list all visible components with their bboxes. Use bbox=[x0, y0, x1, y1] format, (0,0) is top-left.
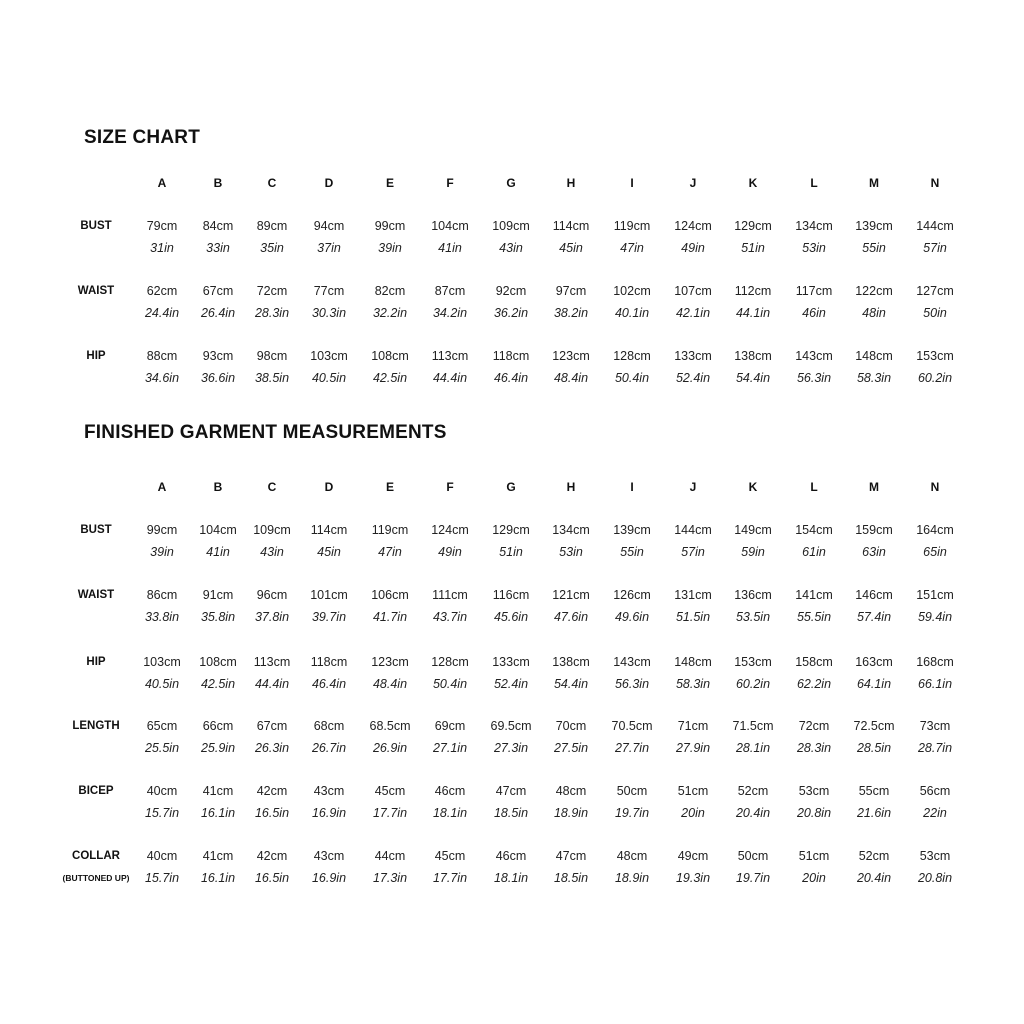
cell-cm: 103cm bbox=[310, 349, 348, 363]
cell-in: 22in bbox=[923, 806, 947, 820]
size-header-k: K bbox=[748, 176, 758, 190]
cell-in: 39in bbox=[378, 241, 402, 255]
cell-in: 16.1in bbox=[200, 871, 236, 885]
cell-in: 45.6in bbox=[493, 610, 529, 624]
cell-in: 18.1in bbox=[493, 871, 529, 885]
cell-cm: 55cm bbox=[858, 784, 890, 798]
cell-cm: 118cm bbox=[492, 349, 530, 363]
cell-in: 42.5in bbox=[200, 677, 236, 691]
size-header-h: H bbox=[566, 176, 576, 190]
cell-cm: 77cm bbox=[313, 284, 345, 298]
cell-cm: 52cm bbox=[737, 784, 769, 798]
size-header-l: L bbox=[810, 176, 818, 190]
size-header-m: M bbox=[869, 480, 879, 494]
cell-cm: 97cm bbox=[555, 284, 587, 298]
cell-cm: 56cm bbox=[919, 784, 951, 798]
cell-in: 26.7in bbox=[311, 741, 347, 755]
cell-in: 40.5in bbox=[144, 677, 180, 691]
cell-in: 51in bbox=[499, 545, 523, 559]
cell-cm: 69.5cm bbox=[490, 719, 532, 733]
cell-cm: 70.5cm bbox=[611, 719, 653, 733]
cell-cm: 67cm bbox=[202, 284, 234, 298]
cell-in: 64.1in bbox=[856, 677, 892, 691]
finished-garment-row-label: COLLAR bbox=[72, 850, 120, 862]
cell-in: 17.7in bbox=[432, 871, 468, 885]
cell-cm: 49cm bbox=[677, 849, 709, 863]
cell-cm: 41cm bbox=[202, 849, 234, 863]
cell-cm: 87cm bbox=[434, 284, 466, 298]
size-header-l: L bbox=[810, 480, 818, 494]
cell-in: 17.3in bbox=[372, 871, 408, 885]
cell-cm: 134cm bbox=[552, 523, 590, 537]
cell-in: 35.8in bbox=[200, 610, 236, 624]
cell-in: 26.9in bbox=[372, 741, 408, 755]
cell-cm: 108cm bbox=[371, 349, 409, 363]
cell-in: 35in bbox=[260, 241, 284, 255]
cell-in: 20in bbox=[802, 871, 826, 885]
cell-in: 16.9in bbox=[311, 806, 347, 820]
cell-in: 49in bbox=[438, 545, 462, 559]
cell-cm: 113cm bbox=[253, 655, 291, 669]
cell-in: 47in bbox=[378, 545, 402, 559]
cell-cm: 134cm bbox=[795, 219, 833, 233]
size-chart-row-label: HIP bbox=[86, 350, 106, 362]
cell-cm: 144cm bbox=[916, 219, 954, 233]
cell-in: 41.7in bbox=[372, 610, 408, 624]
cell-in: 24.4in bbox=[144, 306, 180, 320]
cell-in: 57in bbox=[923, 241, 947, 255]
cell-cm: 91cm bbox=[202, 588, 234, 602]
cell-cm: 159cm bbox=[855, 523, 893, 537]
cell-in: 27.9in bbox=[675, 741, 711, 755]
size-header-b: B bbox=[213, 176, 223, 190]
cell-cm: 41cm bbox=[202, 784, 234, 798]
cell-cm: 104cm bbox=[199, 523, 237, 537]
size-header-h: H bbox=[566, 480, 576, 494]
cell-in: 49in bbox=[681, 241, 705, 255]
cell-in: 18.9in bbox=[553, 806, 589, 820]
cell-in: 30.3in bbox=[311, 306, 347, 320]
cell-cm: 93cm bbox=[202, 349, 234, 363]
cell-in: 55in bbox=[862, 241, 886, 255]
cell-in: 57.4in bbox=[856, 610, 892, 624]
cell-in: 53in bbox=[559, 545, 583, 559]
cell-in: 33.8in bbox=[144, 610, 180, 624]
cell-in: 60.2in bbox=[735, 677, 771, 691]
cell-in: 27.7in bbox=[614, 741, 650, 755]
finished-garment-row-label: HIP bbox=[86, 656, 106, 668]
cell-in: 66.1in bbox=[917, 677, 953, 691]
cell-cm: 131cm bbox=[674, 588, 712, 602]
cell-cm: 128cm bbox=[431, 655, 469, 669]
cell-in: 28.3in bbox=[254, 306, 290, 320]
cell-cm: 88cm bbox=[146, 349, 178, 363]
cell-cm: 109cm bbox=[492, 219, 530, 233]
cell-cm: 119cm bbox=[613, 219, 651, 233]
cell-in: 28.1in bbox=[735, 741, 771, 755]
cell-in: 51.5in bbox=[675, 610, 711, 624]
cell-in: 15.7in bbox=[144, 871, 180, 885]
size-header-a: A bbox=[157, 480, 167, 494]
size-chart-title: SIZE CHART bbox=[84, 127, 200, 148]
size-header-n: N bbox=[930, 480, 940, 494]
cell-in: 45in bbox=[317, 545, 341, 559]
cell-in: 16.9in bbox=[311, 871, 347, 885]
cell-cm: 151cm bbox=[916, 588, 954, 602]
cell-in: 40.5in bbox=[311, 371, 347, 385]
cell-in: 20.8in bbox=[917, 871, 953, 885]
cell-cm: 129cm bbox=[492, 523, 530, 537]
cell-cm: 109cm bbox=[253, 523, 291, 537]
cell-cm: 73cm bbox=[919, 719, 951, 733]
cell-cm: 47cm bbox=[555, 849, 587, 863]
size-header-d: D bbox=[324, 176, 334, 190]
size-chart-row-label: BUST bbox=[80, 220, 112, 232]
cell-in: 53in bbox=[802, 241, 826, 255]
cell-in: 41in bbox=[206, 545, 230, 559]
cell-in: 27.3in bbox=[493, 741, 529, 755]
cell-cm: 112cm bbox=[734, 284, 772, 298]
cell-cm: 113cm bbox=[431, 349, 469, 363]
cell-in: 28.5in bbox=[856, 741, 892, 755]
cell-cm: 72cm bbox=[798, 719, 830, 733]
cell-in: 63in bbox=[862, 545, 886, 559]
cell-cm: 84cm bbox=[202, 219, 234, 233]
cell-cm: 62cm bbox=[146, 284, 178, 298]
cell-cm: 124cm bbox=[431, 523, 469, 537]
cell-in: 42.1in bbox=[675, 306, 711, 320]
cell-cm: 143cm bbox=[795, 349, 833, 363]
size-header-c: C bbox=[267, 176, 277, 190]
cell-cm: 40cm bbox=[146, 849, 178, 863]
cell-in: 37.8in bbox=[254, 610, 290, 624]
cell-in: 46.4in bbox=[493, 371, 529, 385]
cell-cm: 164cm bbox=[916, 523, 954, 537]
finished-garment-row-sublabel: (BUTTONED UP) bbox=[62, 873, 130, 883]
cell-cm: 108cm bbox=[199, 655, 237, 669]
cell-cm: 43cm bbox=[313, 784, 345, 798]
size-header-i: I bbox=[630, 480, 634, 494]
cell-in: 57in bbox=[681, 545, 705, 559]
cell-cm: 114cm bbox=[552, 219, 590, 233]
cell-cm: 66cm bbox=[202, 719, 234, 733]
cell-cm: 148cm bbox=[674, 655, 712, 669]
cell-in: 16.5in bbox=[254, 806, 290, 820]
size-header-m: M bbox=[869, 176, 879, 190]
cell-in: 26.4in bbox=[200, 306, 236, 320]
cell-cm: 99cm bbox=[374, 219, 406, 233]
cell-in: 26.3in bbox=[254, 741, 290, 755]
cell-in: 44.4in bbox=[254, 677, 290, 691]
cell-in: 19.3in bbox=[675, 871, 711, 885]
cell-in: 36.6in bbox=[200, 371, 236, 385]
cell-cm: 68.5cm bbox=[369, 719, 411, 733]
size-header-j: J bbox=[689, 480, 697, 494]
cell-cm: 72cm bbox=[256, 284, 288, 298]
size-header-n: N bbox=[930, 176, 940, 190]
cell-cm: 53cm bbox=[798, 784, 830, 798]
finished-garment-row-label: BICEP bbox=[78, 785, 114, 797]
cell-in: 32.2in bbox=[372, 306, 408, 320]
cell-in: 55in bbox=[620, 545, 644, 559]
cell-cm: 92cm bbox=[495, 284, 527, 298]
cell-cm: 40cm bbox=[146, 784, 178, 798]
finished-garment-row-label: WAIST bbox=[77, 589, 115, 601]
cell-in: 15.7in bbox=[144, 806, 180, 820]
cell-in: 39.7in bbox=[311, 610, 347, 624]
cell-in: 55.5in bbox=[796, 610, 832, 624]
cell-in: 42.5in bbox=[372, 371, 408, 385]
cell-in: 27.1in bbox=[432, 741, 468, 755]
cell-cm: 111cm bbox=[432, 588, 468, 602]
cell-cm: 43cm bbox=[313, 849, 345, 863]
cell-in: 21.6in bbox=[856, 806, 892, 820]
cell-cm: 45cm bbox=[434, 849, 466, 863]
cell-in: 59in bbox=[741, 545, 765, 559]
cell-in: 48.4in bbox=[553, 371, 589, 385]
cell-cm: 45cm bbox=[374, 784, 406, 798]
size-header-j: J bbox=[689, 176, 697, 190]
size-header-b: B bbox=[213, 480, 223, 494]
cell-in: 17.7in bbox=[372, 806, 408, 820]
cell-cm: 148cm bbox=[855, 349, 893, 363]
cell-cm: 42cm bbox=[256, 784, 288, 798]
cell-in: 28.3in bbox=[796, 741, 832, 755]
cell-in: 31in bbox=[150, 241, 174, 255]
cell-in: 50.4in bbox=[432, 677, 468, 691]
finished-garment-row-label: BUST bbox=[80, 524, 112, 536]
cell-in: 28.7in bbox=[917, 741, 953, 755]
cell-cm: 86cm bbox=[146, 588, 178, 602]
size-header-a: A bbox=[157, 176, 167, 190]
size-header-f: F bbox=[446, 176, 454, 190]
cell-in: 34.6in bbox=[144, 371, 180, 385]
cell-in: 16.1in bbox=[200, 806, 236, 820]
cell-cm: 154cm bbox=[795, 523, 833, 537]
cell-cm: 50cm bbox=[616, 784, 648, 798]
cell-cm: 126cm bbox=[613, 588, 651, 602]
cell-cm: 163cm bbox=[855, 655, 893, 669]
cell-cm: 123cm bbox=[552, 349, 590, 363]
cell-cm: 47cm bbox=[495, 784, 527, 798]
cell-cm: 89cm bbox=[256, 219, 288, 233]
cell-in: 20in bbox=[681, 806, 705, 820]
size-header-k: K bbox=[748, 480, 758, 494]
cell-in: 40.1in bbox=[614, 306, 650, 320]
cell-in: 18.5in bbox=[493, 806, 529, 820]
size-chart-row-label: WAIST bbox=[77, 285, 115, 297]
cell-in: 58.3in bbox=[856, 371, 892, 385]
cell-cm: 52cm bbox=[858, 849, 890, 863]
cell-in: 50.4in bbox=[614, 371, 650, 385]
cell-cm: 114cm bbox=[310, 523, 348, 537]
cell-in: 34.2in bbox=[432, 306, 468, 320]
cell-cm: 72.5cm bbox=[853, 719, 895, 733]
cell-cm: 133cm bbox=[674, 349, 712, 363]
cell-in: 43in bbox=[260, 545, 284, 559]
cell-cm: 149cm bbox=[734, 523, 772, 537]
cell-cm: 104cm bbox=[431, 219, 469, 233]
cell-in: 38.5in bbox=[254, 371, 290, 385]
cell-cm: 158cm bbox=[795, 655, 833, 669]
cell-cm: 96cm bbox=[256, 588, 288, 602]
cell-in: 20.4in bbox=[856, 871, 892, 885]
cell-in: 46.4in bbox=[311, 677, 347, 691]
cell-in: 19.7in bbox=[614, 806, 650, 820]
cell-in: 20.8in bbox=[796, 806, 832, 820]
cell-in: 50in bbox=[923, 306, 947, 320]
cell-in: 25.9in bbox=[200, 741, 236, 755]
cell-in: 62.2in bbox=[796, 677, 832, 691]
cell-cm: 138cm bbox=[734, 349, 772, 363]
finished-garment-row-label: LENGTH bbox=[72, 720, 120, 732]
cell-in: 47in bbox=[620, 241, 644, 255]
cell-cm: 119cm bbox=[371, 523, 409, 537]
cell-in: 19.7in bbox=[735, 871, 771, 885]
size-header-c: C bbox=[267, 480, 277, 494]
cell-in: 48.4in bbox=[372, 677, 408, 691]
cell-in: 56.3in bbox=[614, 677, 650, 691]
cell-in: 48in bbox=[862, 306, 886, 320]
cell-cm: 117cm bbox=[795, 284, 833, 298]
cell-cm: 67cm bbox=[256, 719, 288, 733]
cell-in: 33in bbox=[206, 241, 230, 255]
size-header-g: G bbox=[506, 176, 516, 190]
cell-cm: 116cm bbox=[492, 588, 530, 602]
size-header-d: D bbox=[324, 480, 334, 494]
cell-in: 56.3in bbox=[796, 371, 832, 385]
cell-cm: 42cm bbox=[256, 849, 288, 863]
cell-cm: 99cm bbox=[146, 523, 178, 537]
cell-cm: 102cm bbox=[613, 284, 651, 298]
cell-cm: 51cm bbox=[798, 849, 830, 863]
cell-in: 37in bbox=[317, 241, 341, 255]
cell-cm: 139cm bbox=[613, 523, 651, 537]
cell-in: 44.1in bbox=[735, 306, 771, 320]
cell-cm: 168cm bbox=[916, 655, 954, 669]
cell-cm: 143cm bbox=[613, 655, 651, 669]
cell-in: 18.1in bbox=[432, 806, 468, 820]
cell-in: 20.4in bbox=[735, 806, 771, 820]
cell-in: 18.5in bbox=[553, 871, 589, 885]
cell-cm: 82cm bbox=[374, 284, 406, 298]
cell-in: 54.4in bbox=[553, 677, 589, 691]
cell-in: 41in bbox=[438, 241, 462, 255]
cell-cm: 107cm bbox=[674, 284, 712, 298]
cell-cm: 146cm bbox=[855, 588, 893, 602]
cell-cm: 44cm bbox=[374, 849, 406, 863]
cell-cm: 48cm bbox=[555, 784, 587, 798]
cell-cm: 53cm bbox=[919, 849, 951, 863]
cell-cm: 68cm bbox=[313, 719, 345, 733]
cell-cm: 70cm bbox=[555, 719, 587, 733]
size-header-i: I bbox=[630, 176, 634, 190]
cell-cm: 153cm bbox=[916, 349, 954, 363]
size-header-g: G bbox=[506, 480, 516, 494]
cell-in: 59.4in bbox=[917, 610, 953, 624]
cell-cm: 65cm bbox=[146, 719, 178, 733]
cell-cm: 121cm bbox=[552, 588, 590, 602]
cell-cm: 122cm bbox=[855, 284, 893, 298]
size-header-e: E bbox=[385, 480, 394, 494]
cell-cm: 94cm bbox=[313, 219, 345, 233]
cell-cm: 133cm bbox=[492, 655, 530, 669]
cell-in: 58.3in bbox=[675, 677, 711, 691]
cell-in: 60.2in bbox=[917, 371, 953, 385]
cell-in: 52.4in bbox=[493, 677, 529, 691]
cell-in: 53.5in bbox=[735, 610, 771, 624]
cell-cm: 103cm bbox=[143, 655, 181, 669]
cell-cm: 51cm bbox=[677, 784, 709, 798]
cell-in: 38.2in bbox=[553, 306, 589, 320]
cell-cm: 69cm bbox=[434, 719, 466, 733]
cell-in: 39in bbox=[150, 545, 174, 559]
cell-cm: 48cm bbox=[616, 849, 648, 863]
finished-garment-title: FINISHED GARMENT MEASUREMENTS bbox=[84, 422, 447, 443]
cell-cm: 101cm bbox=[310, 588, 348, 602]
cell-in: 27.5in bbox=[553, 741, 589, 755]
cell-in: 16.5in bbox=[254, 871, 290, 885]
cell-in: 43in bbox=[499, 241, 523, 255]
cell-cm: 138cm bbox=[552, 655, 590, 669]
cell-cm: 98cm bbox=[256, 349, 288, 363]
cell-cm: 128cm bbox=[613, 349, 651, 363]
cell-cm: 153cm bbox=[734, 655, 772, 669]
cell-in: 49.6in bbox=[614, 610, 650, 624]
size-header-e: E bbox=[385, 176, 394, 190]
cell-in: 18.9in bbox=[614, 871, 650, 885]
cell-cm: 71cm bbox=[677, 719, 709, 733]
cell-cm: 79cm bbox=[146, 219, 178, 233]
size-header-f: F bbox=[446, 480, 454, 494]
cell-cm: 129cm bbox=[734, 219, 772, 233]
cell-in: 44.4in bbox=[432, 371, 468, 385]
cell-cm: 106cm bbox=[371, 588, 409, 602]
cell-cm: 141cm bbox=[795, 588, 833, 602]
cell-in: 51in bbox=[741, 241, 765, 255]
cell-cm: 118cm bbox=[310, 655, 348, 669]
cell-in: 52.4in bbox=[675, 371, 711, 385]
cell-cm: 46cm bbox=[434, 784, 466, 798]
cell-in: 43.7in bbox=[432, 610, 468, 624]
cell-cm: 139cm bbox=[855, 219, 893, 233]
cell-cm: 46cm bbox=[495, 849, 527, 863]
cell-in: 65in bbox=[923, 545, 947, 559]
cell-in: 25.5in bbox=[144, 741, 180, 755]
cell-cm: 144cm bbox=[674, 523, 712, 537]
cell-cm: 71.5cm bbox=[732, 719, 774, 733]
cell-cm: 127cm bbox=[916, 284, 954, 298]
cell-in: 54.4in bbox=[735, 371, 771, 385]
cell-in: 45in bbox=[559, 241, 583, 255]
cell-in: 46in bbox=[802, 306, 826, 320]
cell-cm: 123cm bbox=[371, 655, 409, 669]
cell-cm: 136cm bbox=[734, 588, 772, 602]
cell-in: 36.2in bbox=[493, 306, 529, 320]
cell-cm: 50cm bbox=[737, 849, 769, 863]
cell-in: 61in bbox=[802, 545, 826, 559]
cell-in: 47.6in bbox=[553, 610, 589, 624]
cell-cm: 124cm bbox=[674, 219, 712, 233]
